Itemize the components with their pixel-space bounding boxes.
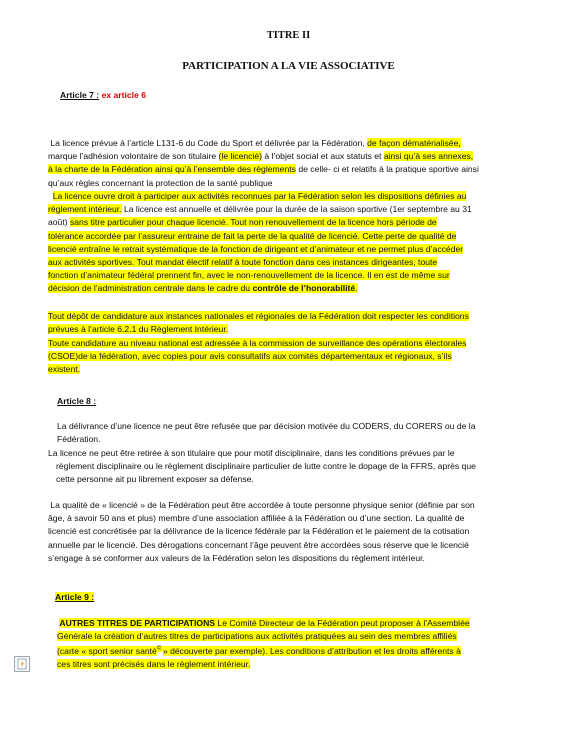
text-run: de celle- ci et relatifs à la pratique sportive ainsi — [295, 164, 479, 175]
article-8-paragraph-2 — [48, 447, 548, 487]
titre-heading: TITRE II — [266, 30, 311, 41]
copyright-mark: © — [156, 646, 163, 653]
text-run: annuelle par le licencié. Des dérogations concernant l’âge peuvent être accordées sous réserve que le licencié — [48, 539, 469, 550]
text-run: de façon dématérialisée, — [367, 138, 461, 148]
article-8-paragraph-1 — [57, 420, 547, 446]
text-run: décision de l’administration centrale dans le cadre du — [48, 283, 253, 294]
text-run: fonction d’animateur fédéral prennent fin, avec le non-renouvellement de la licence. Il en est de même sur — [48, 270, 450, 281]
text-run: Toute candidature au niveau national est adressée à la commission de surveillance des opérations électorales — [48, 338, 467, 348]
text-run: Le Comité Directeur de la Fédération peut proposer à l’Assemblée — [215, 618, 470, 628]
article-7-paragraph-3 — [48, 310, 548, 336]
text-run: prévues à l’article 6.2.1 du Règlement Intérieur. — [48, 324, 229, 335]
text-run: licencié est concrétisée par la délivrance de la licence fédérale par la Fédération et le paiement de la cotisation — [48, 526, 470, 537]
text-run: La qualité de « licencié » de la Fédération peut être accordée à toute personne physique senior (définie par son — [50, 500, 475, 510]
text-run: ces titres sont précisés dans le règlement intérieur. — [57, 659, 251, 670]
text-line: La licence ne peut être retirée à son titulaire que pour motif disciplinaire, dans les conditions prévues par le — [48, 448, 455, 458]
text-run: . — [355, 283, 358, 294]
article-7-paragraph-2 — [48, 190, 548, 296]
article-8-label: Article 8 : — [57, 396, 97, 406]
article-7-paragraph-4 — [48, 337, 548, 377]
text-run: La licence ouvre droit à participer aux activités reconnues par la Fédération selon les dispositions définies au — [52, 191, 467, 201]
text-run: âge, à savoir 50 ans et plus) membre d’une association affiliée à la Fédération ou d’une section. La qualité de — [48, 513, 465, 524]
text-run: Générale la création d’autres titres de participations aux activités pratiquées au sein des membres affiliés — [57, 631, 457, 642]
text-run: sans titre particulier pour chaque licencié. Tout non renouvellement de la licence hors période de — [69, 217, 437, 228]
text-run: » découverte par exemple). Les conditions d’attribution et les droits afférents à — [162, 646, 461, 657]
text-run: règlement intérieur. — [48, 204, 122, 215]
article-7-note: ex article 6 — [101, 90, 146, 100]
text-run: (le licencié) — [218, 151, 263, 162]
text-run: licencié entraîne le retrait systématique de la fonction de dirigeant et d’animateur et ne permet plus d’accéder — [48, 243, 464, 254]
article-9-label — [55, 592, 94, 602]
text-line: La délivrance d’une licence ne peut être refusée que par décision motivée du CODERS, du CORERS ou de la — [57, 421, 476, 431]
text-run: Tout dépôt de candidature aux instances nationales et régionales de la Fédération doit respecter les conditions — [48, 311, 469, 321]
text-line: cette personne ait pu librement exposer sa défense. — [56, 474, 254, 485]
article-7-label — [60, 90, 146, 100]
article-8-paragraph-3 — [48, 499, 548, 565]
text-run: s’engage à se conformer aux valeurs de la Fédération selon les dispositions du règlement intérieur. — [48, 552, 425, 563]
text-run: août) — [48, 217, 70, 228]
text-run: marque l’adhésion volontaire de son titulaire — [48, 151, 219, 162]
text-run: tolérance accordée par l’assureur entraine de fait la perte de la qualité de licencié. Cette perte de qualité de — [48, 230, 457, 241]
text-run: (CSOE)de la fédération, avec copies pour avis consultatifs aux comités départementaux et régionaux, s’ils — [48, 351, 452, 362]
section-title: PARTICIPATION A LA VIE ASSOCIATIVE — [182, 60, 395, 72]
text-run: existent. — [48, 364, 81, 375]
article-7-paragraph-1 — [48, 137, 548, 190]
text-line: Fédération. — [57, 434, 101, 445]
document-lightning-icon — [15, 657, 29, 671]
text-run: ainsi qu’à ses annexes, — [383, 151, 474, 162]
text-run: à l’objet social et aux statuts et — [262, 151, 384, 162]
text-run: à la charte de la Fédération ainsi qu’à l’ensemble des règlements — [48, 164, 296, 175]
article-9-heading: AUTRES TITRES DE PARTICIPATIONS — [59, 618, 216, 628]
text-line: règlement disciplinaire ou le règlement disciplinaire particulier de lutte contre le dopage de la FFRS, après que — [56, 461, 476, 472]
document-icon[interactable] — [14, 656, 30, 672]
text-run: (carte « sport senior santé — [57, 646, 157, 657]
text-run: La licence prévue à l’article L131-6 du Code du Sport et délivrée par la Fédération, — [50, 138, 368, 148]
text-run: La licence est annuelle et délivrée pour la durée de la saison sportive (1er septembre au 31 — [121, 204, 472, 215]
article-7-label-text: Article 7 : — [60, 90, 100, 100]
article-9-label-text: Article 9 : — [55, 592, 95, 602]
text-run: qu’aux règles concernant la protection de la santé publique — [48, 177, 273, 188]
text-run: contrôle de l’honorabilité — [252, 283, 356, 294]
text-run: aux activités sportives. Tout mandat électif relatif à toute fonction dans ces instances dirigeantes, toute — [48, 257, 438, 268]
article-9-paragraph — [57, 617, 547, 672]
